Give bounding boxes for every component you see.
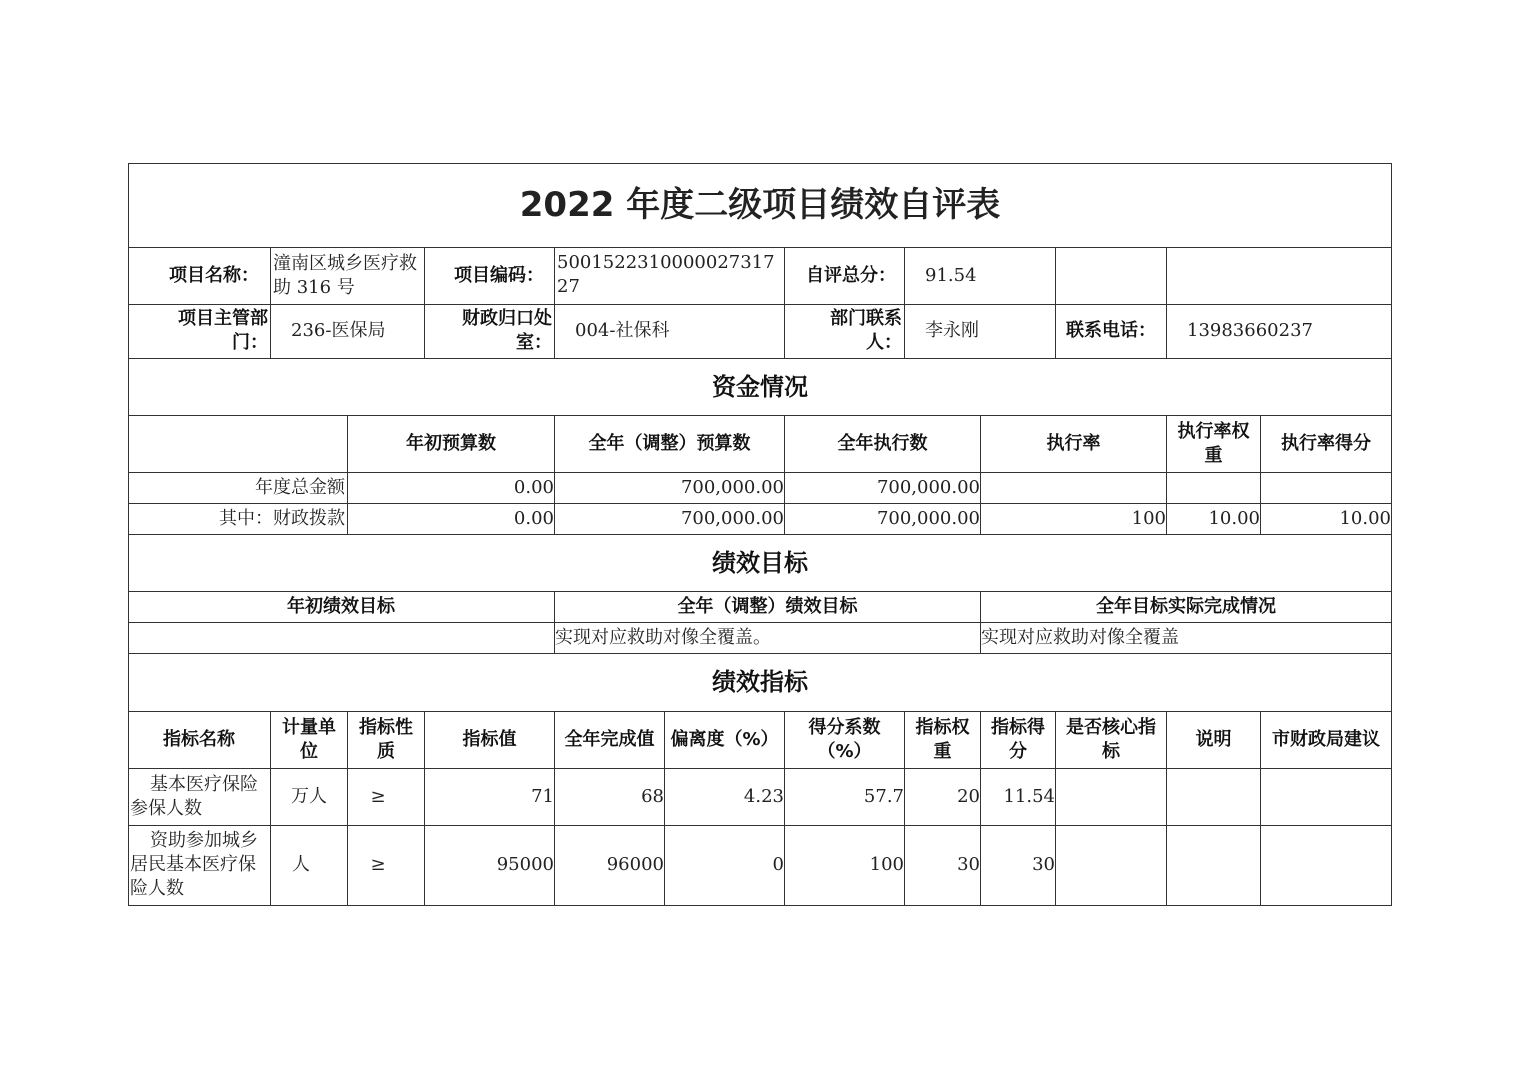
funds-section-title: 资金情况 xyxy=(712,372,808,401)
indicator-header: 指标值 xyxy=(462,728,517,750)
dept-label: 项目主管部门： xyxy=(178,308,268,353)
indicator-score: 30 xyxy=(1032,854,1055,875)
indicator-weight: 30 xyxy=(957,854,980,875)
funds-cell: 0.00 xyxy=(513,476,554,498)
indicators-section-title: 绩效指标 xyxy=(712,668,808,696)
goals-initial-value xyxy=(128,622,554,653)
indicator-header: 指标名称 xyxy=(163,728,235,750)
finance-value: 004-社保科 xyxy=(575,320,670,341)
project-name-value: 潼南区城乡医疗救助 316 号 xyxy=(273,252,417,298)
indicator-header: 市财政局建议 xyxy=(1272,728,1380,750)
contact-value: 李永刚 xyxy=(925,320,979,341)
indicator-header: 说明 xyxy=(1195,728,1232,750)
border-line xyxy=(128,905,1392,906)
indicator-value: 95000 xyxy=(496,854,554,875)
indicator-weight: 20 xyxy=(957,785,980,807)
funds-cell: 10.00 xyxy=(1339,507,1391,529)
funds-header: 执行率 xyxy=(1046,432,1101,454)
contact-label: 部门联系人： xyxy=(830,308,902,353)
funds-header: 全年执行数 xyxy=(837,432,928,454)
funds-cell: 700,000.00 xyxy=(876,507,980,529)
indicator-header: 计量单位 xyxy=(282,716,336,762)
funds-row-label: 其中：财政拨款 xyxy=(219,507,345,529)
indicator-name: 资助参加城乡居民基本医疗保险人数 xyxy=(130,830,258,899)
funds-header: 执行率权重 xyxy=(1177,420,1250,466)
funds-cell xyxy=(1261,472,1391,503)
funds-header: 年初预算数 xyxy=(406,432,496,454)
performance-self-evaluation-table xyxy=(128,163,1392,906)
indicator-suggestion xyxy=(1261,768,1391,825)
project-name-label: 项目名称： xyxy=(169,264,259,286)
indicator-header: 偏离度（%） xyxy=(670,728,779,750)
funds-cell: 10.00 xyxy=(1208,507,1260,529)
goals-section-title: 绩效目标 xyxy=(712,548,808,577)
funds-cell: 700,000.00 xyxy=(680,507,784,529)
indicator-nature: ≥ xyxy=(370,854,386,875)
indicator-unit: 人 xyxy=(292,854,310,875)
project-code-label: 项目编码： xyxy=(454,264,544,286)
goals-actual-value: 实现对应救助对像全覆盖 xyxy=(981,626,1179,648)
goals-header: 全年（调整）绩效目标 xyxy=(677,595,858,617)
indicator-value: 71 xyxy=(531,785,554,807)
indicator-completed: 68 xyxy=(641,785,664,807)
indicator-completed: 96000 xyxy=(606,854,664,875)
indicator-core xyxy=(1056,825,1166,905)
page-title: 2022 年度二级项目绩效自评表 xyxy=(519,185,1001,225)
funds-cell: 700,000.00 xyxy=(876,476,980,498)
indicator-note xyxy=(1167,825,1260,905)
indicator-header: 指标性质 xyxy=(359,716,413,762)
funds-header: 执行率得分 xyxy=(1281,432,1371,454)
finance-label: 财政归口处室： xyxy=(462,308,552,353)
funds-cell: 700,000.00 xyxy=(680,476,784,498)
goals-header: 年初绩效目标 xyxy=(287,595,395,617)
indicator-deviation: 4.23 xyxy=(743,785,784,807)
self-score-value: 91.54 xyxy=(925,264,977,286)
indicator-unit: 万人 xyxy=(291,785,327,807)
indicator-header: 指标权重 xyxy=(915,716,970,762)
self-score-label: 自评总分： xyxy=(806,264,896,286)
goals-adjusted-value: 实现对应救助对像全覆盖。 xyxy=(555,626,771,648)
indicator-core xyxy=(1056,768,1166,825)
indicator-header: 得分系数（%） xyxy=(808,716,881,762)
goals-header: 全年目标实际完成情况 xyxy=(1096,595,1276,617)
phone-label: 联系电话： xyxy=(1066,320,1156,341)
indicator-suggestion xyxy=(1261,825,1391,905)
funds-row-label: 年度总金额 xyxy=(255,476,345,498)
project-code-value: 500152231000002731727 xyxy=(557,252,775,297)
funds-cell xyxy=(1167,472,1260,503)
indicator-coefficient: 100 xyxy=(869,854,904,875)
indicator-coefficient: 57.7 xyxy=(863,785,904,807)
funds-cell: 0.00 xyxy=(513,507,554,529)
funds-cell: 100 xyxy=(1131,507,1166,529)
indicator-score: 11.54 xyxy=(1003,785,1055,807)
funds-header: 全年（调整）预算数 xyxy=(588,432,751,454)
dept-value: 236-医保局 xyxy=(291,320,386,341)
phone-value: 13983660237 xyxy=(1187,320,1313,341)
funds-cell xyxy=(981,472,1166,503)
indicator-name: 基本医疗保险参保人数 xyxy=(130,773,258,819)
indicator-header: 指标得分 xyxy=(991,716,1045,762)
indicator-note xyxy=(1167,768,1260,825)
indicator-deviation: 0 xyxy=(772,854,784,875)
indicator-nature: ≥ xyxy=(370,785,386,807)
indicator-header: 全年完成值 xyxy=(564,728,655,750)
indicator-header: 是否核心指标 xyxy=(1066,716,1156,762)
